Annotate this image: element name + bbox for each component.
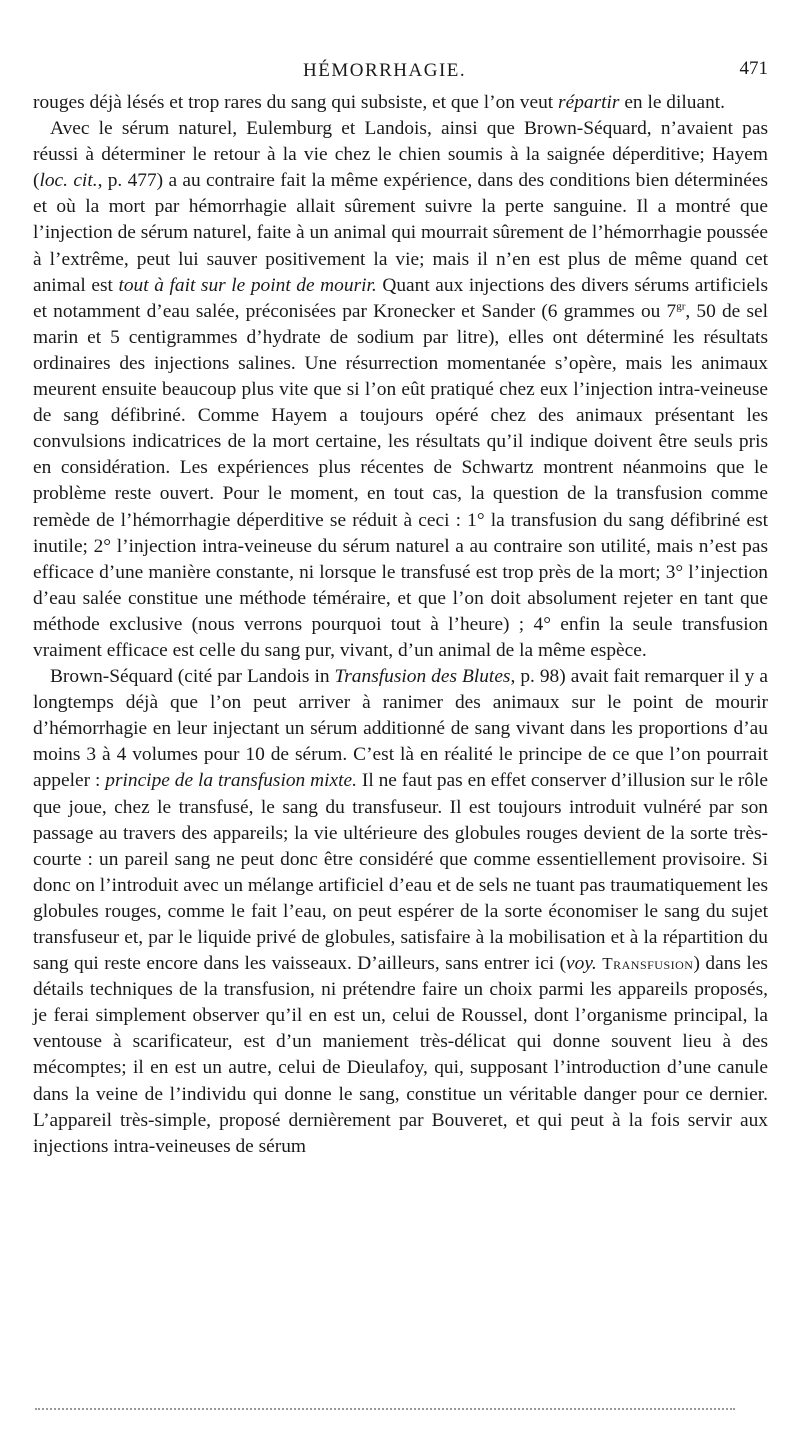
- text-run: en le diluant.: [619, 92, 726, 113]
- page: [33, 56, 768, 1160]
- text-run: Il ne faut pas en effet conserver d’illusion sur le rôle que joue, chez le transfusé, le sang du transfuseur. Il est toujours introduit vulnéré par son passage au travers des appareils; la vie ultérieure des globules rouges devient de la sorte très-courte : un pareil sang ne peut donc être considéré que comme essentiellement provisoire. Si donc on l’introduit avec un mélange artificiel d’eau et de sels ne tuant pas traumatiquement les globules rouges, comme le fait l’eau, on peut espérer de la sorte économiser le sang du sujet transfuseur et, par le liquide privé de globules, satisfaire à la mobilisation et à la répartition du sang qui reste encore dans les vaisseaux. D’ailleurs, sans entrer ici (: [33, 770, 768, 975]
- text-run: Avec le sérum naturel, Eulemburg et Landois, ainsi que Brown-Séquard, n’avaient pas réussi à déterminer le retour à la vie chez le chien soumis à la saignée déperditive; Hayem (: [33, 118, 768, 192]
- running-title: HÉMORRHAGIE.: [303, 60, 467, 81]
- text-run: ) dans les détails techniques de la transfusion, ni prétendre faire un choix parmi les appareils proposés, je ferai simplement observer qu’il en est un, celui de Roussel, dont l’organisme principal, la ventouse à scarificateur, est d’un maniement très-délicat qui donne souvent lieu à des mécomptes; il en est un autre, celui de Dieulafoy, qui, supposant l’introduction d’une canule dans la veine de l’individu qui donne le sang, constitue un véritable danger pour ce dernier. L’appareil très-simple, proposé dernièrement par Bouveret, et qui peut à la fois servir aux injections intra-veineuses de sérum: [33, 953, 768, 1157]
- small-caps-text: Transfusion: [602, 954, 694, 974]
- italic-text: loc. cit.: [39, 170, 98, 192]
- italic-text: tout à fait sur le point de mourir.: [118, 274, 377, 296]
- paragraph-3: [33, 664, 768, 1160]
- text-run: , p. 98) avait fait remarquer il y a longtemps déjà que l’on peut arriver à ranimer des animaux sur le point de mourir d’hémorrhagie en leur injectant un sérum additionné de sang vivant dans les proportions d’au moins 3 à 4 volumes pour 10 de sérum. C’est là en réalité le principe de ce que l’on pourrait appeler :: [33, 666, 768, 792]
- italic-text: principe de la transfusion mixte.: [105, 770, 357, 792]
- paragraph-1: [33, 90, 768, 116]
- text-run: Brown-Séquard (cité par Landois in: [50, 666, 335, 688]
- text-run: rouges déjà lésés et trop rares du sang qui subsiste, et que l’on veut: [33, 92, 559, 113]
- italic-text: voy.: [566, 953, 597, 975]
- italic-text: Transfusion des Blutes: [334, 666, 511, 688]
- text-run: Quant aux injections des divers sérums artificiels et notamment d’eau salée, préconisées par Kronecker et Sander (6 grammes ou 7: [33, 274, 768, 322]
- superscript-text: gr: [676, 300, 686, 313]
- page-number: 471: [739, 58, 768, 79]
- italic-text: répartir: [558, 92, 620, 113]
- text-run: , 50 de sel marin et 5 centigrammes d’hydrate de sodium par litre), elles ont déterminé les résultats ordinaires des injections salines. Une résurrection momentanée s’opère, mais les animaux meurent ensuite beaucoup plus vite que si l’on eût pratiqué chez eux l’injection intra-veineuse de sang défibriné. Comme Hayem a toujours opéré chez des animaux présentant les convulsions indicatrices de la mort certaine, les résultats qu’il indique doivent être seuls pris en considération. Les expériences plus récentes de Schwartz montrent néanmoins que le problème reste ouvert. Pour le moment, en tout cas, la question de la transfusion comme remède de l’hémorrhagie déperditive se réduit à ceci : 1° la transfusion du sang défibriné est inutile; 2° l’injection intra-veineuse du sérum naturel a au contraire son utilité, mais n’est pas efficace d’une manière constante, ni lorsque le transfusé est trop près de la mort; 3° l’injection d’eau salée constitue une méthode téméraire, et que l’on doit absolument rejeter en tant que méthode exclusive (nous verrons pourquoi tout à l’heure) ; 4° enfin la seule transfusion vraiment efficace est celle du sang pur, vivant, d’un animal de la même espèce.: [33, 300, 768, 661]
- text-run: , p. 477) a au contraire fait la même expérience, dans des conditions bien déterminées et où la mort par hémorrhagie allait sûrement suivre la perte sanguine. Il a montré que l’injection de sérum naturel, faite à un animal qui mourrait sûrement de l’hémorrhagie poussée à l’extrême, peut lui sauver positivement la vie; mais il n’en est plus de même quand cet animal est: [33, 170, 768, 296]
- running-header: [33, 56, 768, 90]
- footer-dotted-rule: [35, 1408, 735, 1410]
- paragraph-2: [33, 116, 768, 664]
- body-text: [33, 90, 768, 1160]
